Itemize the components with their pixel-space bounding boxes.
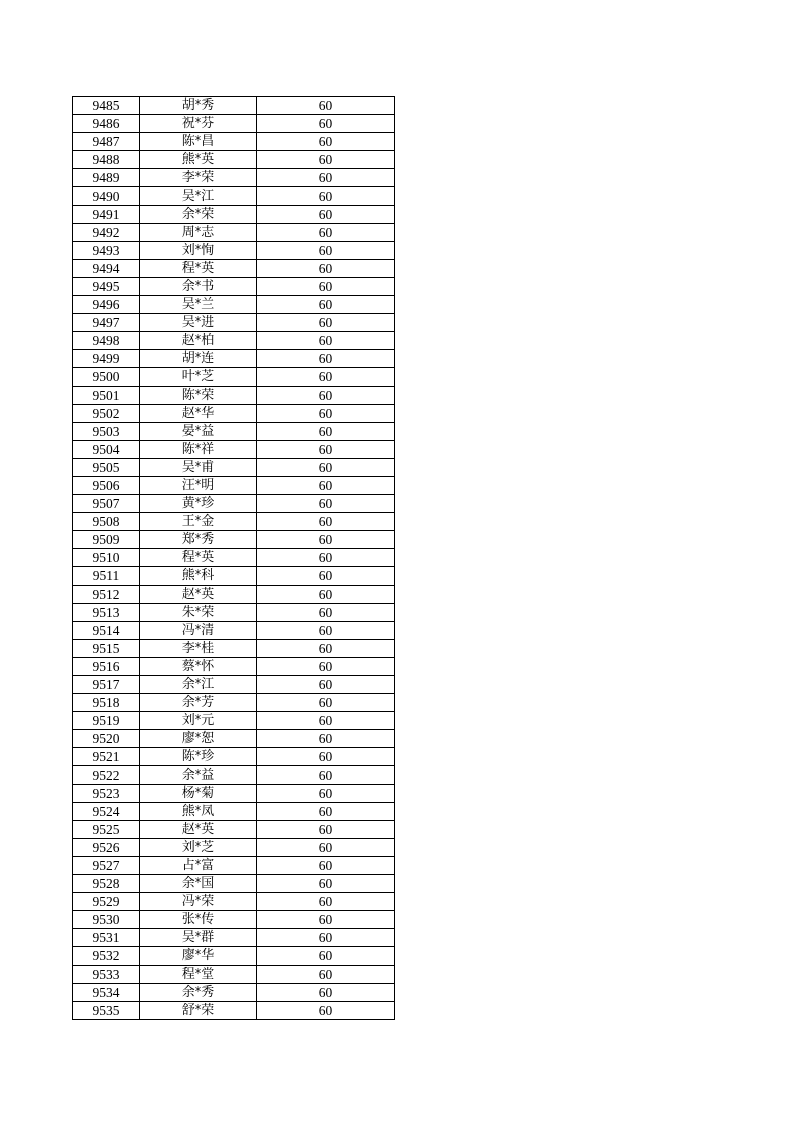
row-id-cell: 9487 bbox=[73, 133, 140, 151]
row-id-cell: 9496 bbox=[73, 296, 140, 314]
row-amount-cell: 60 bbox=[257, 567, 395, 585]
row-id-cell: 9493 bbox=[73, 241, 140, 259]
table-row bbox=[73, 296, 395, 314]
row-id-cell: 9534 bbox=[73, 983, 140, 1001]
table-row bbox=[73, 856, 395, 874]
table-row bbox=[73, 567, 395, 585]
table-row bbox=[73, 476, 395, 494]
table-row bbox=[73, 332, 395, 350]
row-id-cell: 9489 bbox=[73, 169, 140, 187]
table-row bbox=[73, 97, 395, 115]
table-row bbox=[73, 748, 395, 766]
row-amount-cell: 60 bbox=[257, 676, 395, 694]
row-amount-cell: 60 bbox=[257, 549, 395, 567]
row-name-cell: 李*桂 bbox=[140, 639, 257, 657]
table-row bbox=[73, 694, 395, 712]
row-id-cell: 9516 bbox=[73, 657, 140, 675]
row-id-cell: 9490 bbox=[73, 187, 140, 205]
row-name-cell: 陈*珍 bbox=[140, 748, 257, 766]
row-id-cell: 9488 bbox=[73, 151, 140, 169]
table-row bbox=[73, 404, 395, 422]
row-name-cell: 朱*荣 bbox=[140, 603, 257, 621]
row-amount-cell: 60 bbox=[257, 893, 395, 911]
row-amount-cell: 60 bbox=[257, 585, 395, 603]
table-row bbox=[73, 657, 395, 675]
row-name-cell: 蔡*怀 bbox=[140, 657, 257, 675]
table-row bbox=[73, 422, 395, 440]
row-amount-cell: 60 bbox=[257, 875, 395, 893]
row-name-cell: 程*堂 bbox=[140, 965, 257, 983]
row-name-cell: 程*英 bbox=[140, 259, 257, 277]
row-name-cell: 余*荣 bbox=[140, 205, 257, 223]
row-id-cell: 9509 bbox=[73, 531, 140, 549]
row-id-cell: 9503 bbox=[73, 422, 140, 440]
row-id-cell: 9525 bbox=[73, 820, 140, 838]
row-id-cell: 9491 bbox=[73, 205, 140, 223]
row-name-cell: 熊*英 bbox=[140, 151, 257, 169]
table-row bbox=[73, 676, 395, 694]
row-name-cell: 陈*荣 bbox=[140, 386, 257, 404]
row-name-cell: 占*富 bbox=[140, 856, 257, 874]
row-name-cell: 张*传 bbox=[140, 911, 257, 929]
row-id-cell: 9528 bbox=[73, 875, 140, 893]
row-id-cell: 9511 bbox=[73, 567, 140, 585]
row-amount-cell: 60 bbox=[257, 712, 395, 730]
row-name-cell: 吴*群 bbox=[140, 929, 257, 947]
table-row bbox=[73, 730, 395, 748]
table-row bbox=[73, 169, 395, 187]
row-amount-cell: 60 bbox=[257, 838, 395, 856]
row-amount-cell: 60 bbox=[257, 422, 395, 440]
row-amount-cell: 60 bbox=[257, 784, 395, 802]
row-name-cell: 余*国 bbox=[140, 875, 257, 893]
table-row bbox=[73, 440, 395, 458]
table-row bbox=[73, 223, 395, 241]
row-id-cell: 9526 bbox=[73, 838, 140, 856]
row-name-cell: 熊*科 bbox=[140, 567, 257, 585]
table-row bbox=[73, 947, 395, 965]
row-id-cell: 9518 bbox=[73, 694, 140, 712]
row-name-cell: 刘*恂 bbox=[140, 241, 257, 259]
row-id-cell: 9485 bbox=[73, 97, 140, 115]
table-row bbox=[73, 531, 395, 549]
row-name-cell: 廖*华 bbox=[140, 947, 257, 965]
row-amount-cell: 60 bbox=[257, 115, 395, 133]
table-row bbox=[73, 205, 395, 223]
row-amount-cell: 60 bbox=[257, 929, 395, 947]
row-name-cell: 余*芳 bbox=[140, 694, 257, 712]
table-row bbox=[73, 495, 395, 513]
row-id-cell: 9532 bbox=[73, 947, 140, 965]
row-id-cell: 9519 bbox=[73, 712, 140, 730]
row-id-cell: 9513 bbox=[73, 603, 140, 621]
row-name-cell: 晏*益 bbox=[140, 422, 257, 440]
row-id-cell: 9505 bbox=[73, 458, 140, 476]
row-id-cell: 9495 bbox=[73, 277, 140, 295]
row-amount-cell: 60 bbox=[257, 386, 395, 404]
row-name-cell: 余*秀 bbox=[140, 983, 257, 1001]
row-amount-cell: 60 bbox=[257, 368, 395, 386]
row-id-cell: 9533 bbox=[73, 965, 140, 983]
row-id-cell: 9492 bbox=[73, 223, 140, 241]
table-row bbox=[73, 115, 395, 133]
row-name-cell: 陈*祥 bbox=[140, 440, 257, 458]
row-name-cell: 陈*昌 bbox=[140, 133, 257, 151]
table-row bbox=[73, 151, 395, 169]
row-name-cell: 周*志 bbox=[140, 223, 257, 241]
row-id-cell: 9523 bbox=[73, 784, 140, 802]
row-id-cell: 9515 bbox=[73, 639, 140, 657]
table-row bbox=[73, 241, 395, 259]
row-id-cell: 9529 bbox=[73, 893, 140, 911]
table-row bbox=[73, 929, 395, 947]
row-amount-cell: 60 bbox=[257, 314, 395, 332]
table-row bbox=[73, 965, 395, 983]
table-row bbox=[73, 187, 395, 205]
table-row bbox=[73, 802, 395, 820]
row-name-cell: 程*英 bbox=[140, 549, 257, 567]
row-name-cell: 胡*秀 bbox=[140, 97, 257, 115]
row-name-cell: 杨*菊 bbox=[140, 784, 257, 802]
row-id-cell: 9486 bbox=[73, 115, 140, 133]
row-amount-cell: 60 bbox=[257, 911, 395, 929]
row-amount-cell: 60 bbox=[257, 223, 395, 241]
row-name-cell: 余*江 bbox=[140, 676, 257, 694]
row-amount-cell: 60 bbox=[257, 603, 395, 621]
table-row bbox=[73, 277, 395, 295]
table-row bbox=[73, 259, 395, 277]
row-name-cell: 廖*恕 bbox=[140, 730, 257, 748]
table-row bbox=[73, 549, 395, 567]
row-amount-cell: 60 bbox=[257, 187, 395, 205]
table-row bbox=[73, 983, 395, 1001]
row-amount-cell: 60 bbox=[257, 296, 395, 314]
row-name-cell: 刘*元 bbox=[140, 712, 257, 730]
row-name-cell: 叶*芝 bbox=[140, 368, 257, 386]
roster-table bbox=[72, 96, 395, 1020]
row-amount-cell: 60 bbox=[257, 983, 395, 1001]
row-id-cell: 9497 bbox=[73, 314, 140, 332]
row-name-cell: 汪*明 bbox=[140, 476, 257, 494]
row-id-cell: 9524 bbox=[73, 802, 140, 820]
table-row bbox=[73, 621, 395, 639]
table-row bbox=[73, 458, 395, 476]
table-row bbox=[73, 133, 395, 151]
table-row bbox=[73, 838, 395, 856]
row-id-cell: 9506 bbox=[73, 476, 140, 494]
row-amount-cell: 60 bbox=[257, 965, 395, 983]
row-name-cell: 吴*兰 bbox=[140, 296, 257, 314]
table-row bbox=[73, 350, 395, 368]
row-amount-cell: 60 bbox=[257, 476, 395, 494]
table-row bbox=[73, 875, 395, 893]
row-id-cell: 9508 bbox=[73, 513, 140, 531]
row-name-cell: 赵*英 bbox=[140, 820, 257, 838]
row-name-cell: 赵*柏 bbox=[140, 332, 257, 350]
row-name-cell: 祝*芬 bbox=[140, 115, 257, 133]
row-id-cell: 9504 bbox=[73, 440, 140, 458]
row-id-cell: 9514 bbox=[73, 621, 140, 639]
row-amount-cell: 60 bbox=[257, 458, 395, 476]
row-id-cell: 9531 bbox=[73, 929, 140, 947]
row-amount-cell: 60 bbox=[257, 97, 395, 115]
row-name-cell: 吴*进 bbox=[140, 314, 257, 332]
row-amount-cell: 60 bbox=[257, 621, 395, 639]
table-row bbox=[73, 820, 395, 838]
table-row bbox=[73, 766, 395, 784]
row-name-cell: 舒*荣 bbox=[140, 1001, 257, 1019]
row-amount-cell: 60 bbox=[257, 657, 395, 675]
row-name-cell: 冯*荣 bbox=[140, 893, 257, 911]
row-name-cell: 李*荣 bbox=[140, 169, 257, 187]
row-amount-cell: 60 bbox=[257, 350, 395, 368]
row-id-cell: 9500 bbox=[73, 368, 140, 386]
table-row bbox=[73, 368, 395, 386]
row-amount-cell: 60 bbox=[257, 820, 395, 838]
table-row bbox=[73, 911, 395, 929]
row-amount-cell: 60 bbox=[257, 241, 395, 259]
row-name-cell: 冯*清 bbox=[140, 621, 257, 639]
row-id-cell: 9507 bbox=[73, 495, 140, 513]
row-id-cell: 9498 bbox=[73, 332, 140, 350]
row-id-cell: 9535 bbox=[73, 1001, 140, 1019]
row-name-cell: 吴*江 bbox=[140, 187, 257, 205]
row-name-cell: 黄*珍 bbox=[140, 495, 257, 513]
row-amount-cell: 60 bbox=[257, 133, 395, 151]
row-name-cell: 刘*芝 bbox=[140, 838, 257, 856]
row-name-cell: 赵*华 bbox=[140, 404, 257, 422]
row-id-cell: 9501 bbox=[73, 386, 140, 404]
row-amount-cell: 60 bbox=[257, 730, 395, 748]
row-amount-cell: 60 bbox=[257, 766, 395, 784]
row-name-cell: 王*金 bbox=[140, 513, 257, 531]
row-id-cell: 9512 bbox=[73, 585, 140, 603]
row-amount-cell: 60 bbox=[257, 802, 395, 820]
row-amount-cell: 60 bbox=[257, 856, 395, 874]
row-amount-cell: 60 bbox=[257, 639, 395, 657]
row-id-cell: 9521 bbox=[73, 748, 140, 766]
row-id-cell: 9520 bbox=[73, 730, 140, 748]
row-id-cell: 9522 bbox=[73, 766, 140, 784]
row-amount-cell: 60 bbox=[257, 694, 395, 712]
table-row bbox=[73, 893, 395, 911]
table-row bbox=[73, 386, 395, 404]
table-row bbox=[73, 314, 395, 332]
row-amount-cell: 60 bbox=[257, 332, 395, 350]
row-amount-cell: 60 bbox=[257, 205, 395, 223]
roster-table-body bbox=[73, 97, 395, 1020]
row-id-cell: 9499 bbox=[73, 350, 140, 368]
row-amount-cell: 60 bbox=[257, 404, 395, 422]
row-amount-cell: 60 bbox=[257, 513, 395, 531]
row-name-cell: 赵*英 bbox=[140, 585, 257, 603]
row-amount-cell: 60 bbox=[257, 495, 395, 513]
table-row bbox=[73, 1001, 395, 1019]
row-name-cell: 熊*凤 bbox=[140, 802, 257, 820]
row-amount-cell: 60 bbox=[257, 277, 395, 295]
row-id-cell: 9510 bbox=[73, 549, 140, 567]
row-name-cell: 吴*甫 bbox=[140, 458, 257, 476]
row-amount-cell: 60 bbox=[257, 531, 395, 549]
row-id-cell: 9527 bbox=[73, 856, 140, 874]
row-amount-cell: 60 bbox=[257, 440, 395, 458]
row-amount-cell: 60 bbox=[257, 947, 395, 965]
row-id-cell: 9530 bbox=[73, 911, 140, 929]
row-amount-cell: 60 bbox=[257, 748, 395, 766]
table-row bbox=[73, 784, 395, 802]
row-amount-cell: 60 bbox=[257, 151, 395, 169]
row-name-cell: 郑*秀 bbox=[140, 531, 257, 549]
row-amount-cell: 60 bbox=[257, 169, 395, 187]
row-name-cell: 余*书 bbox=[140, 277, 257, 295]
row-amount-cell: 60 bbox=[257, 259, 395, 277]
table-row bbox=[73, 603, 395, 621]
table-row bbox=[73, 639, 395, 657]
row-id-cell: 9502 bbox=[73, 404, 140, 422]
row-name-cell: 胡*连 bbox=[140, 350, 257, 368]
row-id-cell: 9494 bbox=[73, 259, 140, 277]
row-amount-cell: 60 bbox=[257, 1001, 395, 1019]
table-row bbox=[73, 585, 395, 603]
table-row bbox=[73, 513, 395, 531]
row-id-cell: 9517 bbox=[73, 676, 140, 694]
table-row bbox=[73, 712, 395, 730]
row-name-cell: 余*益 bbox=[140, 766, 257, 784]
